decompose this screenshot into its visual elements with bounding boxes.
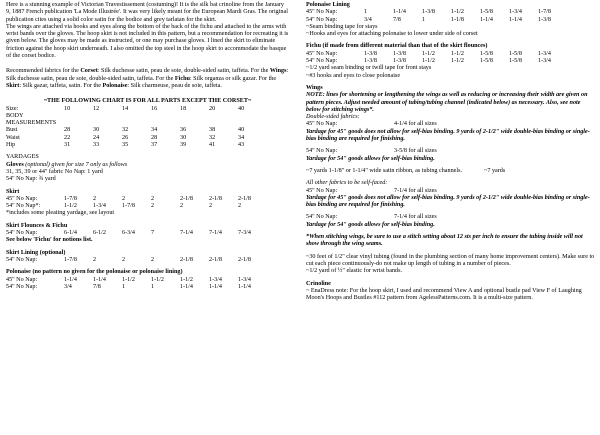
- stitch-note: *When stitching wings, be sure to use a stitch setting about 12 sts per inch to ensure the tubing inside will not show through the wing seams.: [306, 234, 583, 248]
- skirt-table: [6, 196, 267, 211]
- wings-of45-table: [306, 188, 437, 195]
- table-row: 45" No Nap: 1-3/8 1-3/8 1-1/2 1-1/2 1-5/8 1-5/8 1-3/4: [306, 50, 551, 57]
- table-row: Waist 22 24 26 28 30 32 34: [6, 134, 245, 141]
- size-cell: 18: [180, 105, 187, 112]
- polonaise-lining-table: [306, 9, 567, 24]
- yardage-note: Yardage for 45" goods does not allow for self-bias binding. 9 yards of 2-1/2" wide double-bias binding or single-bias binding are required for finishing.: [306, 194, 590, 209]
- yardage-note: Yardage for 45" goods does not allow for self-bias binding. 9 yards of 2-1/2" wide double-bias binding or single-bias binding are required for finishing.: [306, 128, 590, 143]
- tubing-note: ~30 feet of 1/2" clear vinyl tubing (found in the plumbing section of many home improvement centers). Make sure to cut each piece continuously-do not make up length of tubing in a number of pieces.: [306, 253, 595, 267]
- yardages-heading: YARDAGES: [6, 154, 39, 161]
- double-sided-heading: Double-sided fabrics:: [306, 114, 360, 121]
- table-row: 54" No Nap*: 1-1/2 1-3/4 1-7/8 2 2 2 2: [6, 203, 242, 210]
- crinoline-heading: Crinoline: [306, 280, 331, 287]
- table-row: 45" No Nap: 1-1/4 1-1/4 1-1/2 1-1/2 1-1/2 1-3/4 1-3/4: [6, 276, 251, 283]
- row-value: 7-1/4 for all sizes: [394, 214, 437, 221]
- fichu-heading: Fichu (if made from different material than that of the skirt flounces): [306, 43, 488, 50]
- gloves-heading: Gloves (optional) given for size 7 only as follows: [6, 161, 128, 168]
- size-cell: 12: [93, 105, 100, 112]
- wings-of54-table: [306, 214, 437, 221]
- size-cell: 14: [122, 105, 129, 112]
- row-label: 54" No Nap:: [306, 214, 338, 221]
- notion-line: ~Seam binding tape for stays: [306, 23, 378, 30]
- yardage-note: Yardage for 54" goods allows for self-bias binding.: [306, 155, 435, 162]
- crinoline-text: ~ EnaDress note: For the hoop skirt, I used and recommend View A and optional bustle pad View F of Laughing Moon's Hoops and Bustles #112 pattern from AgelessPatterns.com. It is a multi-size pattern.: [306, 287, 582, 302]
- wings-note: NOTE: lines for shortening or lengthening the wings as well as reducing or increasing their width are given on pattern pieces. Adjust needed amount of tubing/tubing channel (indicated below) as necessary. Also, see note below for stitching wings*.: [306, 92, 588, 113]
- table-row: 54" No Nap: 3/4 7/8 1 1-1/8 1-1/4 1-1/4 1-3/8: [306, 16, 551, 23]
- polonaise-table: [6, 277, 267, 292]
- notion-line: ~#3 hooks and eyes to close polonaise: [306, 72, 401, 79]
- size-cell: 40: [238, 105, 245, 112]
- skirt-heading: Skirt: [6, 188, 20, 195]
- size-cell: 20: [209, 105, 216, 112]
- right-column: [306, 2, 596, 302]
- table-row: 54" No Nap: 1-3/8 1-3/8 1-1/2 1-1/2 1-5/8 1-5/8 1-3/4: [306, 58, 551, 65]
- polonaise-heading: Polonaise (no pattern no given for the polonaise or polonaise lining): [6, 269, 183, 276]
- row-value: 3-5/8 for all sizes: [394, 148, 437, 155]
- wings-heading: Wings: [306, 84, 323, 91]
- row-value: 4-1/4 for all sizes: [394, 121, 437, 128]
- yardage-note: Yardage for 54" goods allows for self-bias binding.: [306, 221, 435, 228]
- notion-line: ~1/2 yard seam binding or twill tape for front stays: [306, 65, 432, 72]
- wings-ds54-table: [306, 148, 437, 155]
- intro-paragraph: Here is a stunning example of Victorian Travestissement (costuming)! It is the silk bat crinoline from the January 9, 1887 French publication 'La Mode Illustrée'. It was very likely meant for the European Mardi Gras. The original publication cites using a solid color satin for the bodice and grey tarlatan for the skirt.: [6, 2, 288, 23]
- notion-line: ~Hooks and eyes for attaching polonaise to lower under side of corset: [306, 31, 478, 38]
- wings-ds45-table: [306, 121, 437, 128]
- row-value: 7-1/4 for all sizes: [394, 187, 437, 194]
- lining-heading: Skirt Lining (optional): [6, 249, 66, 256]
- size-cell: 16: [151, 105, 158, 112]
- body-heading: BODY: [6, 112, 24, 119]
- chart-heading: ~THE FOLLOWING CHART IS FOR ALL PARTS EXCEPT THE CORSET~: [43, 98, 252, 105]
- ribbon-line: ~7 yards 1-1/8" or 1-1/4" wide satin ribbon, as tubing channels. ~7 yards: [306, 167, 506, 174]
- skirt-note: *includes some pleating yardage, see layout: [6, 210, 115, 217]
- table-row: Hip 31 33 35 37 39 41 43: [6, 142, 245, 149]
- left-column: [6, 2, 289, 291]
- flounce-heading: Skirt Flounces & Fichu: [6, 222, 68, 229]
- size-table: [6, 106, 267, 150]
- flounce-note: See below 'Fichu' for notions list.: [6, 237, 93, 244]
- size-cell: 10: [64, 105, 71, 112]
- row-label: 45" No Nap:: [306, 187, 338, 194]
- row-label: 45" No Nap:: [306, 121, 338, 128]
- table-row: 54" No Nap: 1-7/8 2 2 2 2-1/8 2-1/8 2-1/8: [6, 256, 251, 263]
- fabrics-paragraph: Recommended fabrics for the Corset: Silk duchesse satin, peau de soie, double-sided satin, taffeta. For the Wings: Silk duchesse satin, peau de soie, double-sided satin, taffeta. For the Fichu: Silk organza or silk gazar. For the Skirt: Silk gazar, taffeta, satin. For the Polonaise: Silk charmeuse, peau de soie, taffeta.: [6, 68, 289, 89]
- size-label: Size:: [6, 105, 19, 112]
- polonaise-lining-heading: Polonaise Lining: [306, 2, 350, 8]
- intro-paragraph-2: The wings are attached via hooks and eyes along the bottom of the back of the fichu and attached to the arms with wrist bands over the gloves. The hoop skirt is not included in this pattern, but a recommendation for recreating it is given below. The gloves may be made as instructed, or one may purchase gloves. I lined the skirt to eliminate friction against the hoop skirt underneath. I also omitted the top steel in the hoop skirt to accommodate the basque of the corset bodice.: [6, 23, 289, 60]
- other-fabrics-heading: All other fabrics to be self-faced:: [306, 180, 388, 187]
- table-row: Bust 28 30 32 34 36 38 40: [6, 127, 245, 134]
- gloves-line: 31, 35, 39 or 44" fabric No Nap: 1 yard: [6, 168, 103, 175]
- fichu-table: [306, 51, 567, 66]
- elastic-note: ~1/2 yard of ½" elastic for wrist bands.: [306, 268, 403, 275]
- measurements-heading: MEASUREMENTS: [6, 120, 57, 127]
- table-row: 45" No Nap: 1 1-1/4 1-3/8 1-1/2 1-5/8 1-3/4 1-7/8: [306, 9, 551, 16]
- table-row: 54" No Nap: 3/4 7/8 1 1 1-1/4 1-1/4 1-1/4: [6, 283, 251, 290]
- row-label: 54" No Nap:: [306, 148, 338, 155]
- table-row: 45" No Nap: 1-7/8 2 2 2 2-1/8 2-1/8 2-1/8: [6, 195, 251, 202]
- lining-table: [6, 257, 267, 264]
- flounce-table: [6, 230, 267, 237]
- table-row: 54" No Nap: 6-1/4 6-1/2 6-3/4 7 7-1/4 7-1/4 7-3/4: [6, 230, 251, 237]
- gloves-line: 54" No Nap: ¾ yard: [6, 176, 56, 183]
